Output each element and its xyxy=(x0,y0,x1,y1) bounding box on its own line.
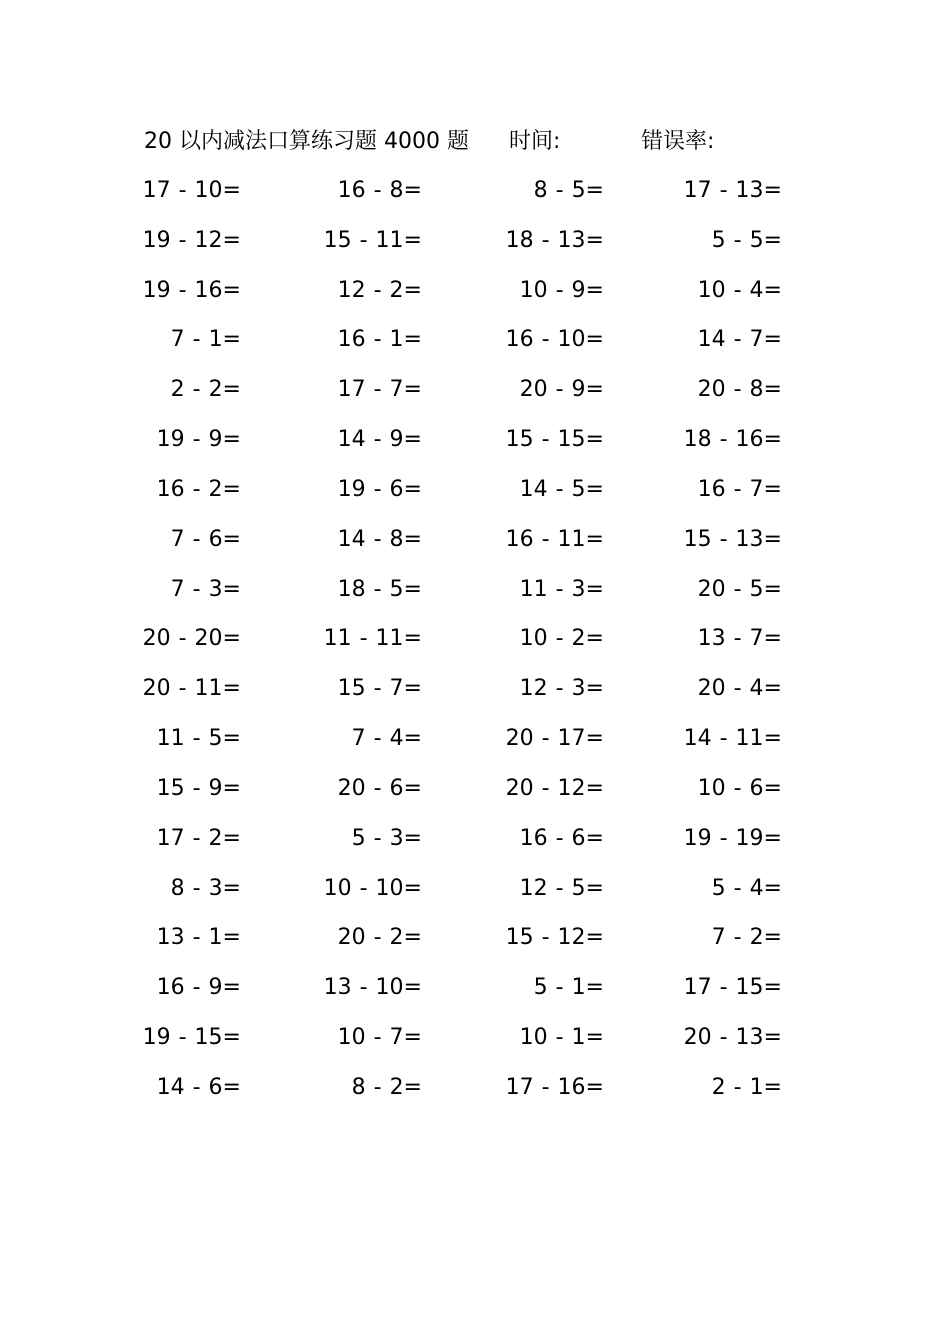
subtraction-problem: 15 - 9= xyxy=(156,775,241,801)
subtraction-problem: 15 - 7= xyxy=(337,676,422,702)
subtraction-problem: 18 - 5= xyxy=(337,576,422,602)
subtraction-problem: 19 - 9= xyxy=(156,427,241,453)
problem-row xyxy=(0,175,950,225)
subtraction-problem: 18 - 16= xyxy=(683,427,782,453)
subtraction-problem: 11 - 5= xyxy=(156,726,241,752)
subtraction-problem: 14 - 11= xyxy=(683,726,782,752)
subtraction-problem: 19 - 12= xyxy=(142,227,241,253)
problem-row xyxy=(0,972,950,1022)
problem-row xyxy=(0,673,950,723)
subtraction-problem: 13 - 10= xyxy=(323,975,422,1001)
subtraction-problem: 15 - 11= xyxy=(323,227,422,253)
problem-row xyxy=(0,1072,950,1122)
subtraction-problem: 15 - 13= xyxy=(683,526,782,552)
subtraction-problem: 10 - 10= xyxy=(323,875,422,901)
subtraction-problem: 20 - 17= xyxy=(505,726,604,752)
subtraction-problem: 5 - 3= xyxy=(351,825,422,851)
subtraction-problem: 12 - 5= xyxy=(519,875,604,901)
problem-row xyxy=(0,474,950,524)
subtraction-problem: 20 - 4= xyxy=(697,676,782,702)
subtraction-problem: 12 - 3= xyxy=(519,676,604,702)
subtraction-problem: 11 - 3= xyxy=(519,576,604,602)
subtraction-problem: 14 - 7= xyxy=(697,327,782,353)
subtraction-problem: 17 - 16= xyxy=(505,1074,604,1100)
subtraction-problem: 16 - 1= xyxy=(337,327,422,353)
subtraction-problem: 5 - 5= xyxy=(711,227,782,253)
problem-row xyxy=(0,324,950,374)
problem-row xyxy=(0,225,950,275)
subtraction-problem: 8 - 3= xyxy=(170,875,241,901)
subtraction-problem: 18 - 13= xyxy=(505,227,604,253)
subtraction-problem: 17 - 10= xyxy=(142,178,241,203)
subtraction-problem: 17 - 2= xyxy=(156,825,241,851)
subtraction-problem: 7 - 1= xyxy=(170,327,241,353)
subtraction-problem: 14 - 8= xyxy=(337,526,422,552)
subtraction-problem: 14 - 5= xyxy=(519,476,604,502)
subtraction-problem: 5 - 4= xyxy=(711,875,782,901)
subtraction-problem: 16 - 2= xyxy=(156,476,241,502)
subtraction-problem: 20 - 11= xyxy=(142,676,241,702)
subtraction-problem: 10 - 4= xyxy=(697,277,782,303)
subtraction-problem: 5 - 1= xyxy=(533,975,604,1001)
subtraction-problem: 7 - 6= xyxy=(170,526,241,552)
subtraction-problem: 14 - 6= xyxy=(156,1074,241,1100)
subtraction-problem: 2 - 1= xyxy=(711,1074,782,1100)
problem-row xyxy=(0,374,950,424)
subtraction-problem: 7 - 2= xyxy=(711,925,782,951)
problem-row xyxy=(0,524,950,574)
subtraction-problem: 8 - 2= xyxy=(351,1074,422,1100)
problem-grid xyxy=(0,175,950,1122)
subtraction-problem: 17 - 13= xyxy=(683,178,782,203)
subtraction-problem: 10 - 7= xyxy=(337,1025,422,1051)
error-rate-label: 错误率: xyxy=(641,129,715,154)
subtraction-problem: 20 - 5= xyxy=(697,576,782,602)
subtraction-problem: 14 - 9= xyxy=(337,427,422,453)
subtraction-problem: 16 - 6= xyxy=(519,825,604,851)
subtraction-problem: 13 - 7= xyxy=(697,626,782,652)
subtraction-problem: 16 - 9= xyxy=(156,975,241,1001)
subtraction-problem: 17 - 7= xyxy=(337,377,422,403)
subtraction-problem: 7 - 3= xyxy=(170,576,241,602)
subtraction-problem: 15 - 15= xyxy=(505,427,604,453)
problem-row xyxy=(0,424,950,474)
subtraction-problem: 10 - 6= xyxy=(697,775,782,801)
subtraction-problem: 19 - 6= xyxy=(337,476,422,502)
worksheet-title: 20 以内减法口算练习题 4000 题 xyxy=(144,129,469,154)
problem-row xyxy=(0,723,950,773)
time-label: 时间: xyxy=(509,129,561,154)
subtraction-problem: 8 - 5= xyxy=(533,178,604,203)
problem-row xyxy=(0,623,950,673)
subtraction-problem: 17 - 15= xyxy=(683,975,782,1001)
subtraction-problem: 20 - 8= xyxy=(697,377,782,403)
subtraction-problem: 15 - 12= xyxy=(505,925,604,951)
problem-row xyxy=(0,275,950,325)
subtraction-problem: 2 - 2= xyxy=(170,377,241,403)
subtraction-problem: 16 - 10= xyxy=(505,327,604,353)
subtraction-problem: 10 - 2= xyxy=(519,626,604,652)
worksheet-header xyxy=(0,126,950,158)
problem-row xyxy=(0,922,950,972)
subtraction-problem: 19 - 19= xyxy=(683,825,782,851)
subtraction-problem: 20 - 20= xyxy=(142,626,241,652)
problem-row xyxy=(0,773,950,823)
subtraction-problem: 11 - 11= xyxy=(323,626,422,652)
subtraction-problem: 10 - 1= xyxy=(519,1025,604,1051)
subtraction-problem: 20 - 2= xyxy=(337,925,422,951)
subtraction-problem: 16 - 11= xyxy=(505,526,604,552)
subtraction-problem: 16 - 7= xyxy=(697,476,782,502)
subtraction-problem: 7 - 4= xyxy=(351,726,422,752)
subtraction-problem: 13 - 1= xyxy=(156,925,241,951)
subtraction-problem: 19 - 15= xyxy=(142,1025,241,1051)
subtraction-problem: 20 - 6= xyxy=(337,775,422,801)
subtraction-problem: 20 - 9= xyxy=(519,377,604,403)
subtraction-problem: 16 - 8= xyxy=(337,178,422,203)
problem-row xyxy=(0,1022,950,1072)
subtraction-problem: 12 - 2= xyxy=(337,277,422,303)
problem-row xyxy=(0,574,950,624)
subtraction-problem: 20 - 13= xyxy=(683,1025,782,1051)
problem-row xyxy=(0,823,950,873)
problem-row xyxy=(0,873,950,923)
subtraction-problem: 10 - 9= xyxy=(519,277,604,303)
subtraction-problem: 19 - 16= xyxy=(142,277,241,303)
subtraction-problem: 20 - 12= xyxy=(505,775,604,801)
